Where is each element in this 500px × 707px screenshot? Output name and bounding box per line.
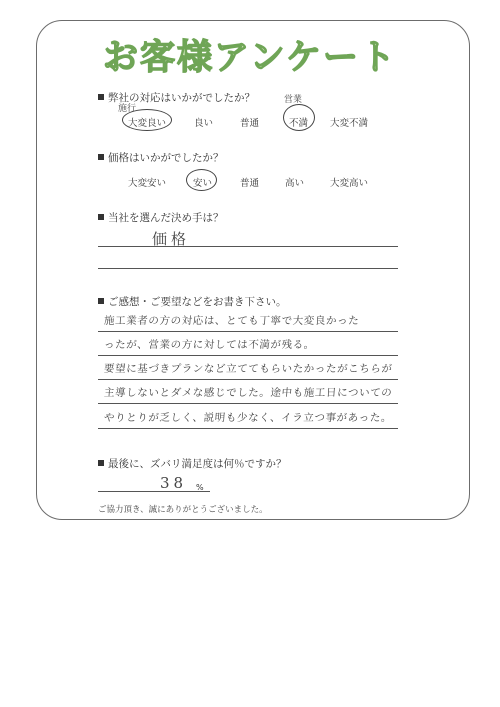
question-3-label: 当社を選んだ決め手は？ bbox=[108, 212, 224, 224]
comment-line-5[interactable]: やりとりが乏しく、説明も少なく、イラ立つ事があった。 bbox=[103, 412, 393, 424]
q1-note-2: 営業 bbox=[284, 95, 303, 105]
bullet-square-icon bbox=[98, 214, 104, 220]
question-4-label: ご感想・ご要望などをお書き下さい。 bbox=[108, 296, 287, 308]
satisfaction-line bbox=[98, 491, 210, 492]
question-2-label: 価格はいかがでしたか？ bbox=[108, 152, 224, 164]
q2-option-3[interactable]: 普通 bbox=[240, 178, 260, 189]
question-2 bbox=[98, 150, 224, 165]
q2-option-5[interactable]: 大変高い bbox=[330, 178, 369, 189]
comment-rule bbox=[98, 331, 398, 332]
question-4 bbox=[98, 294, 287, 309]
bullet-square-icon bbox=[98, 154, 104, 160]
question-5 bbox=[98, 456, 287, 471]
comment-rule bbox=[98, 379, 398, 380]
comment-line-3[interactable]: 要望に基づきプランなど立ててもらいたかったがこちらが bbox=[103, 363, 393, 375]
bullet-square-icon bbox=[98, 94, 104, 100]
q1-option-1[interactable]: 大変良い bbox=[128, 118, 167, 129]
question-1-label: 弊社の対応はいかがでしたか？ bbox=[108, 92, 255, 104]
comment-rule bbox=[98, 355, 398, 356]
q1-option-3[interactable]: 普通 bbox=[240, 118, 260, 129]
satisfaction-unit: % bbox=[196, 483, 204, 492]
q2-option-4[interactable]: 高い bbox=[285, 178, 305, 189]
q1-option-4[interactable]: 不満 bbox=[289, 118, 309, 129]
q1-option-5[interactable]: 大変不満 bbox=[330, 118, 369, 129]
survey-title: お客様アンケート bbox=[103, 38, 397, 78]
bullet-square-icon bbox=[98, 298, 104, 304]
comment-rule bbox=[98, 428, 398, 429]
question-5-label: 最後に、ズバリ満足度は何％ですか？ bbox=[108, 458, 287, 470]
bullet-square-icon bbox=[98, 460, 104, 466]
comment-line-2[interactable]: ったが、営業の方に対しては不満が残る。 bbox=[103, 339, 316, 351]
satisfaction-value[interactable]: 38 bbox=[160, 474, 188, 492]
q1-option-2[interactable]: 良い bbox=[194, 118, 214, 129]
footer-thanks: ご協力頂き、誠にありがとうございました。 bbox=[98, 505, 268, 515]
comment-line-1[interactable]: 施工業者の方の対応は、とても丁寧で大変良かった bbox=[103, 315, 360, 327]
question-3 bbox=[98, 210, 224, 225]
answer-line bbox=[98, 246, 398, 247]
comment-rule bbox=[98, 403, 398, 404]
q2-option-1[interactable]: 大変安い bbox=[128, 178, 167, 189]
q2-option-2[interactable]: 安い bbox=[193, 178, 213, 189]
q3-answer[interactable]: 価格 bbox=[152, 230, 191, 248]
q1-note-1: 施行 bbox=[118, 104, 137, 114]
comment-line-4[interactable]: 主導しないとダメな感じでした。途中も施工日についての bbox=[103, 387, 393, 399]
answer-line bbox=[98, 268, 398, 269]
